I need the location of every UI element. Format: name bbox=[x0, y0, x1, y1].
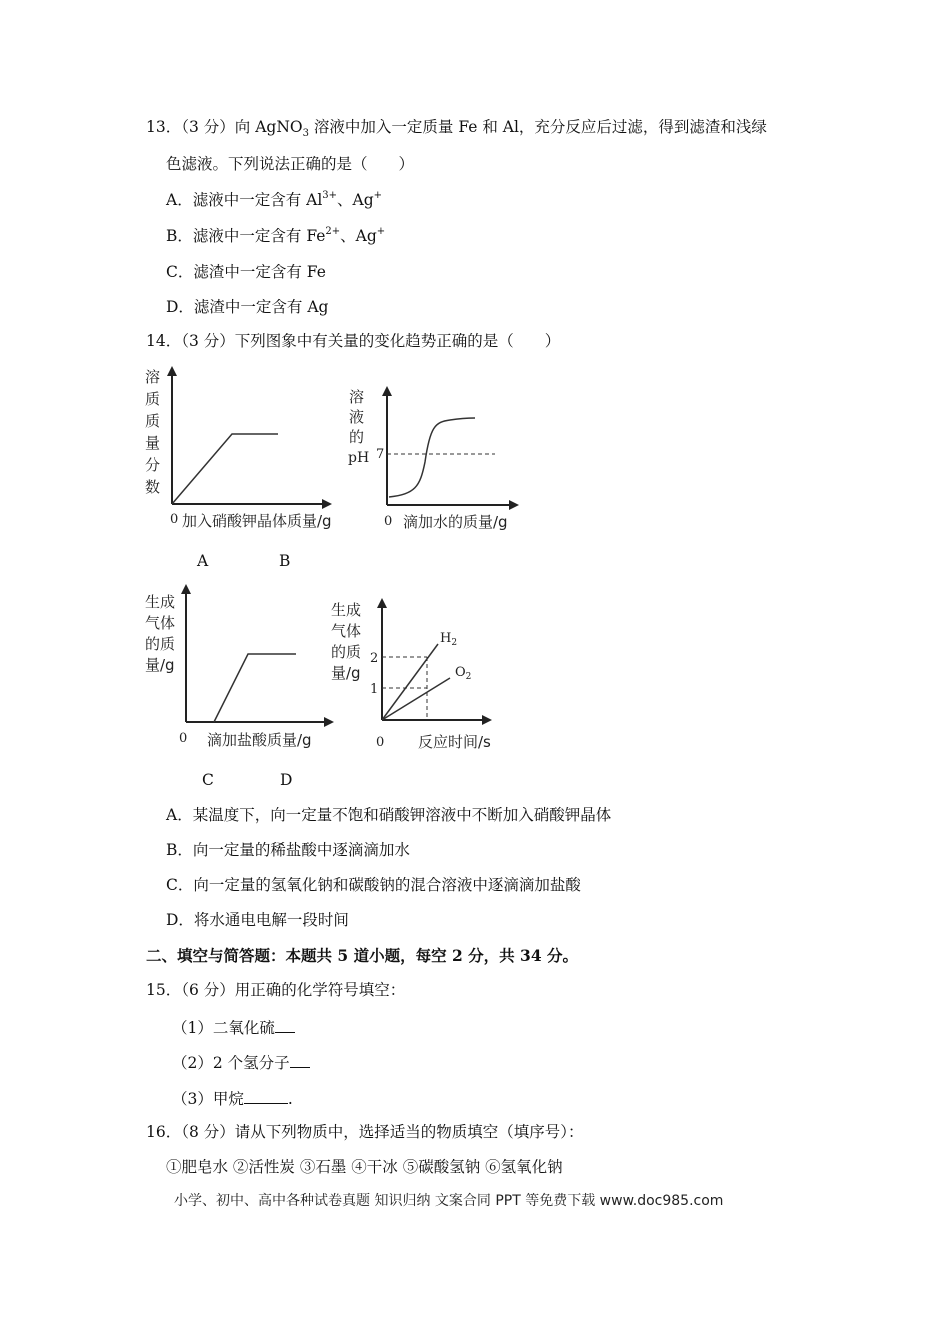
q13-option-b-sup1: 2+ bbox=[325, 226, 341, 237]
graph-b-origin: 0 bbox=[384, 514, 393, 529]
q14-option-d: D．将水通电电解一段时间 bbox=[166, 911, 349, 929]
graph-d-ylabel-line3: 的质 bbox=[331, 643, 362, 661]
graph-d-o2-label: $O_2$ bbox=[455, 665, 472, 682]
q15-item3-end: . bbox=[287, 1090, 293, 1108]
q13-stem-line2: 色滤液。下列说法正确的是（ ） bbox=[166, 155, 415, 173]
footer-text: 小学、初中、高中各种试卷真题 知识归纳 文案合同 PPT 等免费下载 www.doc985.com bbox=[174, 1193, 724, 1209]
graph-a-ylabel-char2: 质 bbox=[145, 390, 161, 408]
q13-option-b bbox=[166, 226, 386, 245]
q13-option-a-sup2: + bbox=[373, 190, 383, 201]
q15-item3-blank[interactable] bbox=[244, 1089, 288, 1104]
graph-a-ylabel-char1: 溶 bbox=[145, 368, 161, 386]
graph-a-ylabel-char5: 分 bbox=[145, 456, 161, 474]
q15-item2-text: （2）2 个氢分子 bbox=[172, 1054, 290, 1072]
q16-stem: 16．（8 分）请从下列物质中，选择适当的物质填空（填序号）： bbox=[146, 1123, 584, 1141]
graph-d bbox=[328, 596, 518, 756]
q13-option-b-mid: 、Ag bbox=[340, 227, 377, 245]
q15-stem: 15．（6 分）用正确的化学符号填空： bbox=[146, 981, 406, 999]
q13-option-a-sup1: 3+ bbox=[322, 190, 338, 201]
graph-d-origin: 0 bbox=[376, 735, 385, 750]
graph-c-curve bbox=[214, 654, 296, 722]
graph-c-ylabel-line2: 气体 bbox=[145, 614, 176, 632]
graph-c-ylabel-line3: 的质 bbox=[145, 635, 176, 653]
q13-option-c: C．滤渣中一定含有 Fe bbox=[166, 263, 326, 281]
graph-b bbox=[345, 382, 535, 537]
graph-a-letter: A bbox=[197, 552, 209, 570]
q13-option-b-text: B．滤液中一定含有 Fe bbox=[166, 227, 326, 245]
q14-option-b: B．向一定量的稀盐酸中逐滴滴加水 bbox=[166, 841, 410, 859]
graph-a-ylabel-char3: 质 bbox=[145, 412, 161, 430]
q13-option-d: D．滤渣中一定含有 Ag bbox=[166, 298, 329, 316]
q14-option-c: C．向一定量的氢氧化钠和碳酸钠的混合溶液中逐滴滴加盐酸 bbox=[166, 876, 581, 894]
section2-heading: 二、填空与简答题：本题共 5 道小题，每空 2 分，共 34 分。 bbox=[146, 946, 579, 965]
graph-c-origin: 0 bbox=[179, 731, 188, 746]
q15-item2-blank[interactable] bbox=[290, 1053, 310, 1068]
q13-option-a-mid: 、Ag bbox=[337, 191, 374, 209]
q13-stem-subscript: 3 bbox=[302, 128, 309, 139]
q13-stem-line1 bbox=[146, 118, 767, 139]
graph-d-xlabel: 反应时间/s bbox=[418, 733, 491, 751]
q15-item1-blank[interactable] bbox=[275, 1018, 295, 1033]
q15-item1-text: （1）二氧化硫 bbox=[172, 1019, 275, 1037]
graph-d-o2-line bbox=[382, 678, 450, 720]
graph-d-tick-1: 1 bbox=[370, 682, 379, 697]
graph-c bbox=[140, 580, 340, 750]
graph-a-origin: 0 bbox=[170, 512, 179, 527]
graph-b-ylabel-char4: pH bbox=[348, 450, 370, 466]
q13-stem-part-a: 向 AgNO bbox=[234, 118, 303, 136]
graph-d-ylabel-line4: 量/g bbox=[331, 664, 361, 682]
graph-d-letter: D bbox=[280, 771, 293, 789]
graph-a-ylabel-char6: 数 bbox=[145, 478, 161, 496]
graph-a-ylabel-char4: 量 bbox=[145, 434, 161, 452]
graph-c-letter: C bbox=[202, 771, 214, 789]
graph-a-xlabel: 加入硝酸钾晶体质量/g bbox=[182, 512, 332, 530]
graph-a bbox=[140, 362, 360, 537]
q16-items: ①肥皂水 ②活性炭 ③石墨 ④干冰 ⑤碳酸氢钠 ⑥氢氧化钠 bbox=[166, 1158, 563, 1176]
graph-c-xlabel: 滴加盐酸质量/g bbox=[207, 731, 312, 749]
q13-option-a bbox=[166, 190, 383, 209]
graph-b-curve bbox=[389, 418, 475, 497]
q15-item2 bbox=[172, 1053, 310, 1072]
graph-d-h2-line bbox=[382, 644, 438, 720]
q15-item1 bbox=[172, 1018, 295, 1037]
q13-score: （3 分） bbox=[181, 118, 235, 136]
q14-option-a: A．某温度下，向一定量不饱和硝酸钾溶液中不断加入硝酸钾晶体 bbox=[166, 806, 612, 824]
graph-b-tick-7: 7 bbox=[376, 447, 385, 462]
q13-number: 13． bbox=[146, 118, 182, 136]
graph-d-ylabel-line1: 生成 bbox=[331, 601, 362, 619]
q13-option-b-sup2: + bbox=[376, 226, 386, 237]
graph-c-ylabel-line4: 量/g bbox=[145, 656, 175, 674]
q13-option-a-text: A．滤液中一定含有 Al bbox=[166, 191, 323, 209]
graph-a-curve bbox=[172, 434, 278, 504]
q15-item3-text: （3）甲烷 bbox=[172, 1090, 244, 1108]
q13-stem-part-b: 溶液中加入一定质量 Fe 和 Al，充分反应后过滤，得到滤渣和浅绿 bbox=[308, 118, 767, 136]
graph-b-ylabel-char2: 液 bbox=[349, 408, 365, 426]
graph-d-ylabel-line2: 气体 bbox=[331, 622, 362, 640]
graph-b-ylabel-char3: 的 bbox=[349, 428, 365, 446]
graph-b-letter: B bbox=[279, 552, 291, 570]
graph-b-ylabel-char1: 溶 bbox=[349, 388, 365, 406]
graph-b-xlabel: 滴加水的质量/g bbox=[403, 513, 508, 531]
graph-c-ylabel-line1: 生成 bbox=[145, 593, 176, 611]
graph-d-tick-2: 2 bbox=[370, 651, 379, 666]
q15-item3 bbox=[172, 1089, 293, 1108]
q14-stem: 14．（3 分）下列图象中有关量的变化趋势正确的是（ ） bbox=[146, 332, 561, 350]
graph-d-h2-label: $H_2$ bbox=[440, 631, 458, 648]
